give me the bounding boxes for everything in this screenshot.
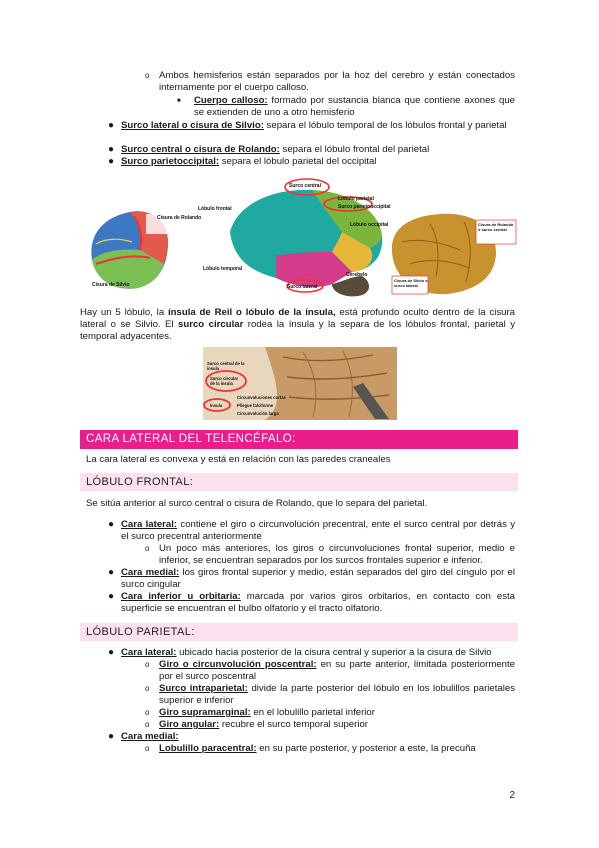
label-lobulo-temporal: Lóbulo temporal [203,266,243,272]
bullet-dot: ● [108,156,115,167]
text-intraparietal: divide la parte posterior del lóbulo en los lobulillos parietales superior e inferior [159,683,515,706]
text-frontal-cara-lateral: contiene el giro o circunvolución precentral, ente el surco central por detrás y el surco precentral anteriormente [121,519,515,542]
label-surco-circular-insula: Surco circular de la ínsula [210,376,239,386]
bullet-dot: ● [108,647,115,658]
term-parietal-cara-lateral: Cara lateral: [121,647,177,658]
text-silvio: separa el lóbulo temporal de los lóbulos frontal y parietal [263,120,507,131]
term-supramarginal: Giro supramarginal: [159,707,251,718]
text-frontal-cara-medial: los giros frontal superior y medio, están separados del giro del cíngulo por el surco cingular [121,567,515,590]
label-lobulo-occipital: Lóbulo occipital [350,222,389,228]
intro-sub-cuerpo-calloso [194,95,515,119]
brain-lobes-figure [80,172,520,300]
section-header-lobulo-frontal [80,473,518,491]
frontal-item-cara-inferior [121,591,515,615]
parietal-sub-angular [159,719,368,731]
frontal-item-cara-medial [121,567,515,591]
label-surco-lateral: Surco lateral [287,284,318,290]
bullet-dot: ● [108,120,115,131]
label-cerebelo: Cerebelo [346,272,368,278]
bullet-circle: o [145,71,150,80]
label-insula: Ínsula [210,403,223,408]
text-rolando: separa el lóbulo frontal del parietal [279,144,430,155]
section-header-lobulo-parietal [80,623,518,641]
text-parietoccipital: separa el lóbulo parietal del occipital [219,156,377,167]
text-frontal-cara-inferior: marcada por varios giros orbitarios, en contacto con esta superficie se encuentran el bulbo olfatorio y el tracto olfatorio. [121,591,515,614]
bullet-dot: ● [108,731,115,742]
insula-text-3: rodea la ínsula y la separa de los lóbulos frontal, parietal y temporal adyacentes. [80,319,516,342]
text-supramarginal: en el lobulillo parietal inferior [250,707,375,718]
term-frontal-cara-medial: Cara medial: [121,567,180,578]
section-title-lobulo-frontal: LÓBULO FRONTAL: [86,476,194,488]
text-angular: recubre el surco temporal superior [219,719,369,730]
bullet-dot: ● [108,567,115,578]
parietal-sub-paracentral [159,743,476,755]
term-rolando: Surco central o cisura de Rolando: [121,144,280,155]
term-paracentral: Lobulillo paracentral: [159,743,257,754]
term-angular: Giro angular: [159,719,220,730]
term-cuerpo-calloso: Cuerpo calloso: [194,95,268,106]
insula-text-2: está profundo oculto dentro de la cisura lateral o se Silvio. El [80,307,515,330]
parietal-item-cara-lateral [121,647,492,659]
text-poscentral: en su parte anterior, limitada posteriormente por el surco poscentral [159,659,515,682]
label-surco-parietooccipital: Surco parietooccipital [338,204,391,210]
term-silvio: Surco lateral o cisura de Silvio: [121,120,264,131]
insula-bold-1: ínsula de Reil o lóbulo de la ínsula, [168,307,336,318]
label-cisura-rolando-left: Cisura de Rolando [157,215,202,221]
term-frontal-cara-lateral: Cara lateral: [121,519,178,530]
label-lobulo-frontal: Lóbulo frontal [198,206,232,212]
label-surco-central: Surco central [289,183,321,189]
intro-item-1-text: Ambos hemisferios están separados por la hoz del cerebro y están conectados internamente por el cuerpo calloso. [159,70,515,93]
left-brain-illustration [91,211,196,289]
text-paracentral: en su parte posterior, y posterior a este, la precuña [256,743,476,754]
term-frontal-cara-inferior: Cara inferior u orbitaria: [121,591,241,602]
label-circunvolucion-larga: Circunvolución larga [237,411,279,416]
label-surco-central-insula: Surco central de la ínsula [207,361,245,371]
term-poscentral: Giro o circunvolución poscentral: [159,659,317,670]
label-cisura-silvio-left: Cisura de Silvio [92,282,130,288]
cara-lateral-text: La cara lateral es convexa y está en relación con las paredes craneales [86,454,391,465]
bullet-dot: ● [108,591,115,602]
bullet-dot: ● [108,144,115,155]
text-parietal-cara-lateral: ubicado hacia posterior de la cisura central y superior a la cisura de Silvio [176,647,492,658]
insula-text-1: Hay un 5 lóbulo, la [80,307,168,318]
intro-bullet-parietoccipital [121,156,376,168]
text-cuerpo-calloso: formado por sustancia blanca que contiene axones que se extienden de uno a otro hemisferio [194,95,516,118]
bullet-dot: ● [108,519,115,530]
bullet-square: ■ [177,98,181,104]
bullet-circle: o [145,684,150,693]
bullet-circle: o [145,720,150,729]
insula-bold-2: surco circular [178,319,244,330]
section-title-lobulo-parietal: LÓBULO PARIETAL: [86,626,195,638]
parietal-sub-poscentral [159,659,515,683]
label-lobulo-parietal: Lóbulo parietal [338,196,374,202]
bullet-circle: o [145,660,150,669]
insula-paragraph [80,307,515,343]
section-title-cara-lateral: CARA LATERAL DEL TELENCÉFALO: [86,433,296,445]
term-intraparietal: Surco intraparietal: [159,683,248,694]
intro-bullet-rolando [121,144,429,156]
parietal-sub-intraparietal [159,683,515,707]
frontal-intro: Se sitúa anterior al surco central o cisura de Rolando, que lo separa del parietal. [86,498,428,509]
term-parietal-cara-medial: Cara medial: [121,731,179,742]
label-cisura-rolando-right: Cisura de Rolando o surco central [478,222,514,232]
label-circunvoluciones-cortas: Circunvoluciones cortas [237,395,286,400]
section-header-cara-lateral [80,430,518,449]
page-number: 2 [509,790,515,801]
term-parietoccipital: Surco parietoccipital: [121,156,220,167]
bullet-circle: o [145,708,150,717]
bullet-circle: o [145,544,150,553]
bullet-circle: o [145,744,150,753]
frontal-item-cara-lateral [121,519,515,543]
parietal-sub-supramarginal [159,707,375,719]
intro-item-1 [159,70,515,94]
frontal-sub-giros: Un poco más anteriores, los giros o circunvoluciones frontal superior, medio e inferior, se encuentran separados por los surcos frontales superior e inferior. [159,543,515,566]
parietal-item-cara-medial [121,731,179,743]
intro-bullet-silvio [121,120,515,132]
label-pliegue-falciforme: Pliegue falciforme [237,403,274,408]
label-cisura-silvio-right: Cisura de Silvio o surco lateral [394,278,428,288]
